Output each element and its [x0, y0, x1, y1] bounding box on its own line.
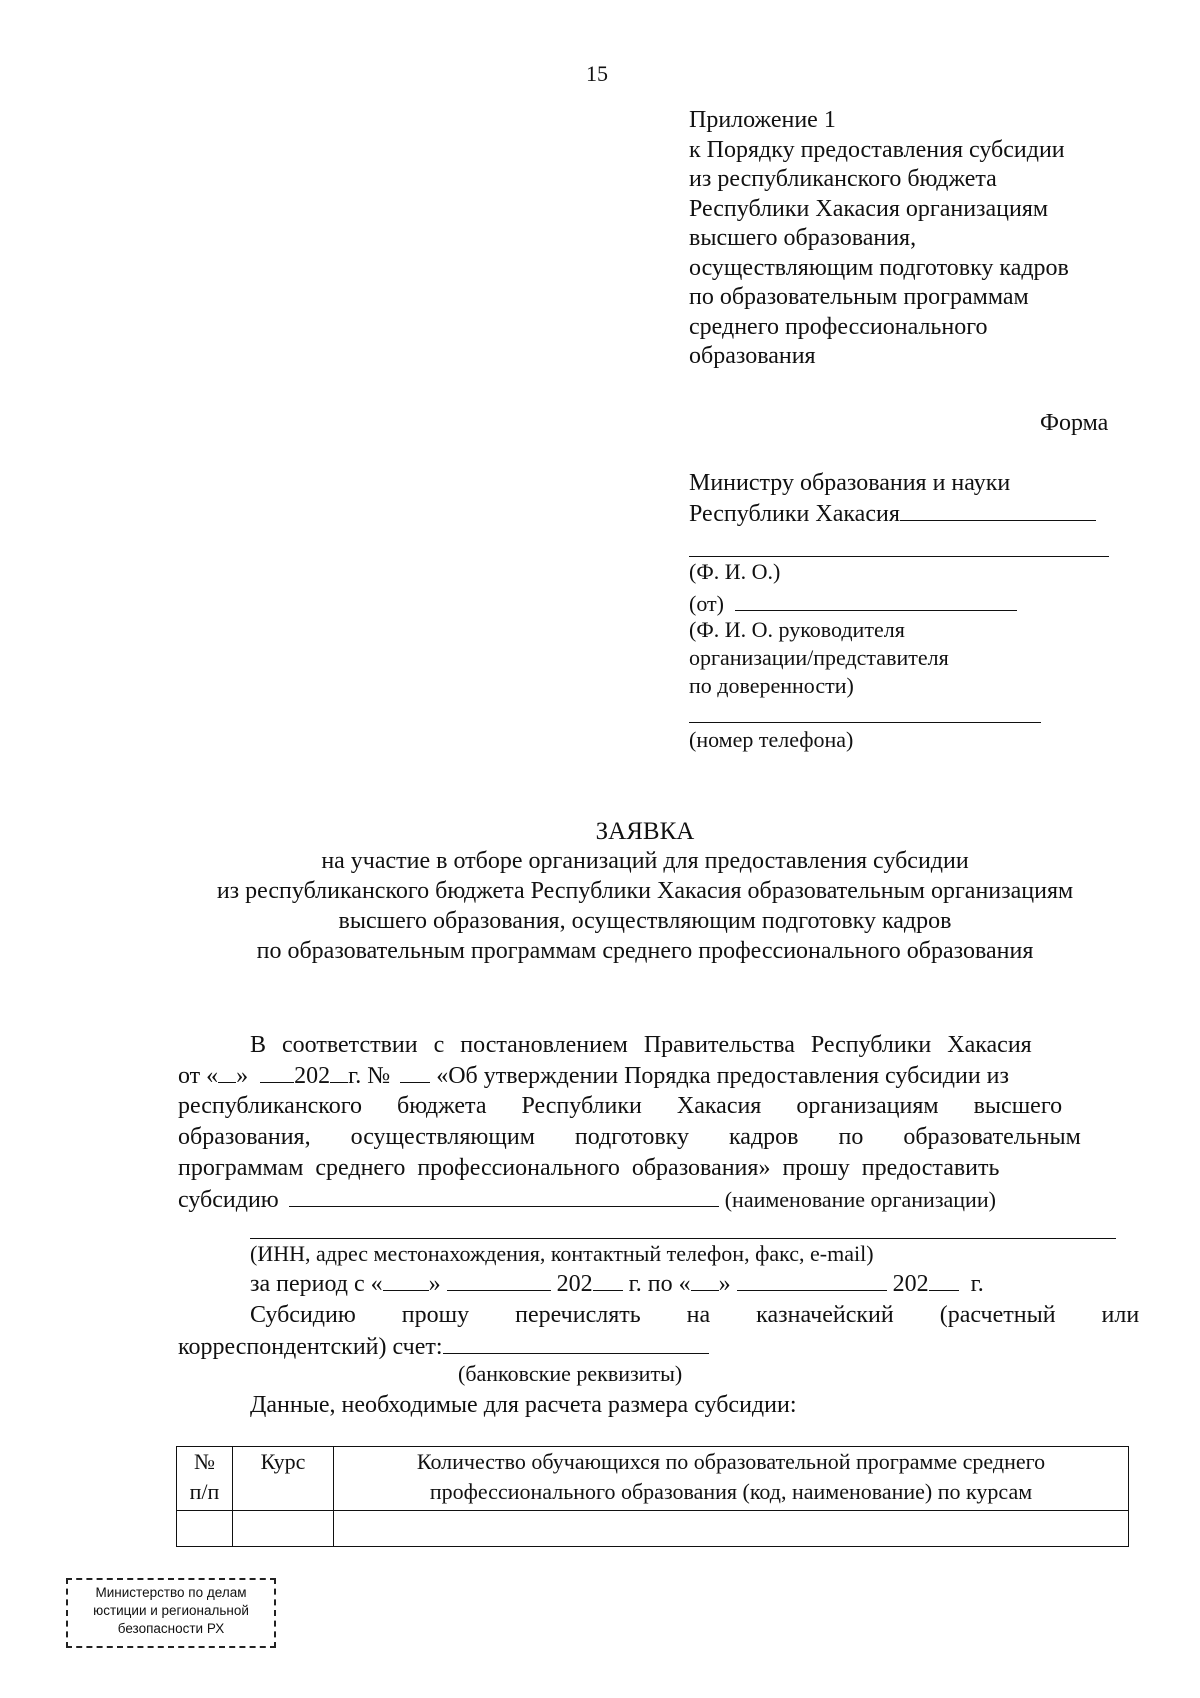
para-text: г. №: [348, 1063, 391, 1089]
para1-line-3: [178, 1091, 1116, 1121]
justified-text: [250, 1030, 1116, 1060]
para-text: В соответствии с постановлением Правительства Республики Хакасия: [250, 1032, 1032, 1058]
addressee-line-2: [689, 498, 1096, 529]
para1-line-5: [178, 1153, 1116, 1183]
table-header-row: [177, 1447, 1129, 1511]
fio-hint: (Ф. И. О.): [689, 559, 781, 584]
period-from-month-blank[interactable]: [447, 1268, 551, 1291]
header-course: Курс: [233, 1447, 334, 1511]
para-text: »: [428, 1271, 441, 1297]
bank-hint: (банковские реквизиты): [458, 1361, 683, 1386]
organization-details-blank[interactable]: [250, 1238, 1116, 1239]
para-text: образования, осуществляющим подготовку кадров по образовательным: [178, 1124, 1081, 1150]
para-text: г.: [970, 1271, 984, 1297]
account-blank[interactable]: [443, 1331, 709, 1354]
appendix-line: Республики Хакасия организациям: [689, 195, 1049, 222]
appendix-line: к Порядку предоставления субсидии: [689, 136, 1065, 163]
appendix-line: осуществляющим подготовку кадров: [689, 254, 1069, 281]
head-hint-line: по доверенности): [689, 673, 854, 698]
period-to-year-blank[interactable]: [929, 1268, 959, 1291]
table-cell[interactable]: [177, 1511, 233, 1547]
period-to-day-blank[interactable]: [691, 1268, 719, 1291]
para-text: »: [718, 1271, 731, 1297]
table-cell[interactable]: [233, 1511, 334, 1547]
head-hint-line: (Ф. И. О. руководителя: [689, 617, 905, 642]
document-title: ЗАЯВКА: [595, 818, 695, 845]
appendix-line: Приложение 1: [689, 107, 836, 133]
addressee-region: Республики Хакасия: [689, 501, 900, 527]
appendix-block: [689, 106, 1069, 372]
appendix-line: образования: [689, 343, 816, 369]
head-hint-line: организации/представителя: [689, 645, 949, 670]
header-number-line: п/п: [189, 1479, 220, 1504]
appendix-line: среднего профессионального: [689, 313, 988, 340]
period-from-year-blank[interactable]: [593, 1268, 623, 1291]
para-text: Субсидию прошу перечислять на казначейский (расчетный или: [250, 1302, 1140, 1328]
from-blank[interactable]: [735, 588, 1017, 611]
page-number: 15: [586, 61, 608, 86]
para-text: 202: [294, 1063, 331, 1089]
period-to-month-blank[interactable]: [737, 1268, 887, 1291]
table-row: [177, 1511, 1129, 1547]
addressee-name-blank[interactable]: [900, 498, 1096, 521]
from-line: [689, 588, 1017, 618]
table-cell[interactable]: [334, 1511, 1129, 1547]
org-name-hint: (наименование организации): [724, 1187, 996, 1212]
para-text: 202: [892, 1271, 929, 1297]
period-line: [250, 1268, 984, 1299]
para-text: «Об утверждении Порядка предоставления субсидии из: [436, 1063, 1009, 1089]
para1-line-4: [178, 1122, 1116, 1152]
head-hint: [689, 616, 949, 700]
decree-day-blank[interactable]: [218, 1060, 236, 1083]
students-table: [176, 1446, 1129, 1547]
decree-year-blank[interactable]: [330, 1060, 348, 1083]
para-text: за период с «: [250, 1271, 383, 1297]
header-number: [177, 1447, 233, 1511]
from-label: (от): [689, 591, 724, 616]
para-text: от «: [178, 1063, 219, 1089]
account-line-1: [250, 1300, 1140, 1330]
stamp-line: Министерство по делам: [95, 1585, 247, 1600]
para-text: республиканского бюджета Республики Хакасия организациям высшего: [178, 1093, 1063, 1119]
data-intro: Данные, необходимые для расчета размера субсидии:: [250, 1392, 797, 1418]
decree-number-blank[interactable]: [400, 1060, 430, 1083]
appendix-line: по образовательным программам: [689, 284, 1029, 310]
header-number-line: №: [194, 1449, 215, 1474]
ministry-stamp: [66, 1578, 276, 1648]
addressee-line-1: Министру образования и науки: [689, 470, 1011, 496]
inn-hint: (ИНН, адрес местонахождения, контактный телефон, факс, e-mail): [250, 1241, 874, 1266]
para-text: г. по «: [628, 1271, 691, 1297]
title-line: из республиканского бюджета Республики Хакасия образовательным организациям: [216, 878, 1074, 904]
appendix-line: из республиканского бюджета: [689, 166, 997, 192]
title-line: на участие в отборе организаций для предоставления субсидии: [321, 848, 969, 874]
para-text: »: [236, 1063, 249, 1089]
para-text: корреспондентский) счет:: [178, 1334, 443, 1360]
title-line: высшего образования, осуществляющим подготовку кадров: [338, 908, 952, 934]
stamp-line: юстиции и региональной: [93, 1603, 249, 1618]
phone-hint: (номер телефона): [689, 727, 854, 752]
period-from-day-blank[interactable]: [383, 1268, 429, 1291]
header-students-line: профессионального образования (код, наименование) по курсам: [429, 1479, 1033, 1504]
para-text: субсидию: [178, 1187, 279, 1213]
para1-line-1: [250, 1030, 1116, 1060]
header-students-count: [334, 1447, 1129, 1511]
para1-line-2: [178, 1060, 1009, 1091]
account-line-2: [178, 1331, 709, 1362]
title-subtitle: [0, 846, 1200, 966]
para-text: программам среднего профессионального образования» прошу предоставить: [178, 1155, 1000, 1181]
decree-month-blank[interactable]: [260, 1060, 294, 1083]
phone-blank[interactable]: [689, 722, 1041, 723]
appendix-line: высшего образования,: [689, 225, 917, 251]
addressee-fio-blank[interactable]: [689, 556, 1109, 557]
title-line: по образовательным программам среднего профессионального образования: [256, 938, 1034, 964]
form-label: Форма: [1040, 410, 1109, 436]
para-text: 202: [556, 1271, 593, 1297]
stamp-line: безопасности РХ: [117, 1621, 225, 1636]
header-students-line: Количество обучающихся по образовательной программе среднего: [416, 1449, 1046, 1474]
para1-line-6: [178, 1184, 996, 1215]
organization-name-blank[interactable]: [289, 1184, 719, 1207]
